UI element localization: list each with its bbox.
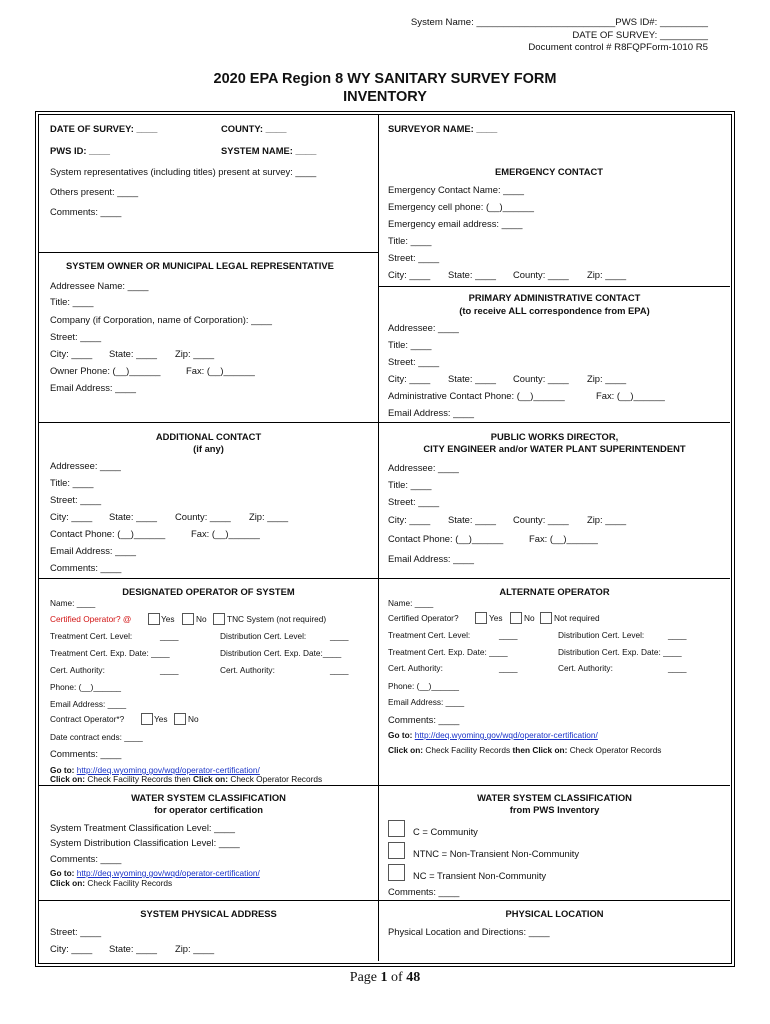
public-works-city-field[interactable]: City: ____ [388, 514, 431, 525]
designated-no-checkbox[interactable] [182, 613, 194, 625]
contract-no-label: No [188, 714, 199, 724]
additional-city-field[interactable]: City: ____ [50, 511, 93, 522]
owner-state-field[interactable]: State: ____ [109, 348, 157, 359]
designated-name-field[interactable]: Name: ____ [50, 598, 96, 608]
classification-pws-subheading: from PWS Inventory [509, 804, 600, 815]
designated-cert-authority-field[interactable]: ____ [160, 665, 179, 675]
additional-county-field[interactable]: County: ____ [175, 511, 231, 522]
public-works-county-field[interactable]: County: ____ [513, 514, 569, 525]
goto-label: Go to: [50, 765, 75, 775]
emergency-title-field[interactable]: Title: ____ [388, 235, 432, 246]
header-document-control: Document control # R8FQPForm-1010 R5 [528, 42, 708, 53]
designated-treatment-level-label: Treatment Cert. Level: [50, 631, 133, 641]
public-works-email-field[interactable]: Email Address: ____ [388, 553, 474, 564]
alternate-treatment-level-label: Treatment Cert. Level: [388, 630, 471, 640]
owner-heading: SYSTEM OWNER OR MUNICIPAL LEGAL REPRESENTATIVE [66, 260, 334, 271]
primary-zip-field[interactable]: Zip: ____ [587, 373, 627, 384]
designated-comments-field[interactable]: Comments: ____ [50, 748, 122, 759]
designated-operator-heading: DESIGNATED OPERATOR OF SYSTEM [122, 586, 295, 597]
primary-contact-subheading: (to receive ALL correspondence from EPA) [459, 305, 650, 316]
click-on-label: Click on: [50, 774, 86, 784]
emergency-street-field[interactable]: Street: ____ [388, 252, 440, 263]
owner-addressee-field[interactable]: Addressee Name: ____ [50, 280, 149, 291]
contract-yes-checkbox[interactable] [141, 713, 153, 725]
physical-street-field[interactable]: Street: ____ [50, 926, 102, 937]
form-title: 2020 EPA Region 8 WY SANITARY SURVEY FORM [213, 71, 557, 87]
additional-comments-field[interactable]: Comments: ____ [50, 562, 122, 573]
page-label: Page [349, 970, 378, 985]
primary-street-field[interactable]: Street: ____ [388, 356, 440, 367]
alt-then-click-label: then Click on: [512, 745, 568, 755]
additional-title-field[interactable]: Title: ____ [50, 477, 94, 488]
additional-fax-field[interactable]: Fax: (__)______ [191, 528, 260, 539]
primary-state-field[interactable]: State: ____ [448, 373, 496, 384]
designated-cert-authority-label: Cert. Authority: [50, 665, 105, 675]
public-works-state-field[interactable]: State: ____ [448, 514, 496, 525]
emergency-contact-heading: EMERGENCY CONTACT [495, 166, 603, 177]
alternate-no-checkbox[interactable] [510, 612, 522, 624]
alternate-cert-authority-2-label: Cert. Authority: [558, 663, 613, 673]
designated-distribution-exp-field[interactable]: Distribution Cert. Exp. Date:____ [220, 648, 342, 658]
alternate-comments-field[interactable]: Comments: ____ [388, 714, 460, 725]
primary-fax-field[interactable]: Fax: (__)______ [596, 390, 665, 401]
owner-city-field[interactable]: City: ____ [50, 348, 93, 359]
emergency-county-field[interactable]: County: ____ [513, 269, 569, 280]
designated-distribution-level-field[interactable]: ____ [330, 631, 349, 641]
designated-yes-label: Yes [161, 614, 175, 624]
primary-contact-heading: PRIMARY ADMINISTRATIVE CONTACT [468, 292, 641, 303]
header-date-of-survey: DATE OF SURVEY: _________ [572, 29, 708, 41]
designated-no-label: No [196, 614, 207, 624]
alt-operator-certification-link[interactable]: http://deq.wyoming.gov/wqd/operator-certification/ [414, 730, 598, 740]
community-checkbox[interactable] [388, 820, 405, 837]
designated-treatment-exp-field[interactable]: Treatment Cert. Exp. Date: ____ [50, 648, 170, 658]
primary-county-field[interactable]: County: ____ [513, 373, 569, 384]
primary-addressee-field[interactable]: Addressee: ____ [388, 322, 459, 333]
alternate-distribution-level-label: Distribution Cert. Level: [558, 630, 645, 640]
alternate-certified-label: Certified Operator? [388, 613, 459, 623]
public-works-title-field[interactable]: Title: ____ [388, 479, 432, 490]
public-works-phone-field[interactable]: Contact Phone: (__)______ [388, 533, 504, 544]
public-works-heading: PUBLIC WORKS DIRECTOR, [490, 431, 619, 442]
alternate-not-required-checkbox[interactable] [540, 612, 552, 624]
emergency-contact-name-field[interactable]: Emergency Contact Name: ____ [388, 184, 525, 195]
alternate-cert-authority-label: Cert. Authority: [388, 663, 443, 673]
class-click-on-label: Click on: [50, 878, 86, 888]
additional-street-field[interactable]: Street: ____ [50, 494, 102, 505]
document-header [411, 17, 708, 55]
pws-id-field[interactable]: PWS ID: ____ [50, 145, 110, 156]
alternate-goto-line [388, 730, 598, 741]
others-present-field[interactable]: Others present: ____ [50, 186, 139, 197]
additional-contact-heading: ADDITIONAL CONTACT [155, 431, 262, 442]
owner-phone-field[interactable]: Owner Phone: (__)______ [50, 365, 161, 376]
divider-operator [39, 578, 730, 579]
alternate-name-field[interactable]: Name: ____ [388, 598, 434, 608]
current-page: 1 [380, 970, 388, 985]
emergency-cell-phone-field[interactable]: Emergency cell phone: (__)______ [388, 201, 534, 212]
primary-city-field[interactable]: City: ____ [388, 373, 431, 384]
primary-email-field[interactable]: Email Address: ____ [388, 407, 474, 418]
alternate-no-label: No [524, 613, 535, 623]
designated-cert-authority-2-field[interactable]: ____ [330, 665, 349, 675]
alternate-cert-authority-field[interactable]: ____ [499, 663, 518, 673]
center-divider [378, 115, 379, 961]
additional-phone-field[interactable]: Contact Phone: (__)______ [50, 528, 166, 539]
additional-contact-subheading: (if any) [193, 443, 224, 454]
emergency-email-field[interactable]: Emergency email address: ____ [388, 218, 523, 229]
owner-zip-field[interactable]: Zip: ____ [175, 348, 215, 359]
additional-zip-field[interactable]: Zip: ____ [249, 511, 289, 522]
physical-address-heading: SYSTEM PHYSICAL ADDRESS [140, 908, 277, 919]
nc-label: NC = Transient Non-Community [413, 870, 547, 881]
alternate-cert-authority-2-field[interactable]: ____ [668, 663, 687, 673]
designated-email-field[interactable]: Email Address: ____ [50, 699, 127, 709]
community-label: C = Community [413, 826, 478, 837]
owner-title-field[interactable]: Title: ____ [50, 296, 94, 307]
physical-location-heading: PHYSICAL LOCATION [505, 908, 604, 919]
alternate-operator-heading: ALTERNATE OPERATOR [499, 586, 610, 597]
alternate-treatment-level-field[interactable]: ____ [499, 630, 518, 640]
of-label: of [391, 970, 403, 985]
primary-phone-field[interactable]: Administrative Contact Phone: (__)______ [388, 390, 565, 401]
physical-zip-field[interactable]: Zip: ____ [175, 943, 215, 954]
additional-state-field[interactable]: State: ____ [109, 511, 157, 522]
owner-fax-field[interactable]: Fax: (__)______ [186, 365, 255, 376]
divider-owner [39, 252, 378, 253]
alternate-distribution-level-field[interactable]: ____ [668, 630, 687, 640]
designated-distribution-level-label: Distribution Cert. Level: [220, 631, 307, 641]
page-number [0, 970, 770, 986]
alternate-treatment-exp-field[interactable]: Treatment Cert. Exp. Date: ____ [388, 647, 508, 657]
owner-company-field[interactable]: Company (if Corporation, name of Corporation): ____ [50, 314, 272, 325]
class-click-text: Check Facility Records [87, 878, 173, 888]
contract-yes-label: Yes [154, 714, 168, 724]
alt-click-on-label: Click on: [388, 745, 424, 755]
alternate-phone-field[interactable]: Phone: (__)______ [388, 681, 460, 691]
physical-state-field[interactable]: State: ____ [109, 943, 157, 954]
classification-pws-comments-field[interactable]: Comments: ____ [388, 886, 460, 897]
public-works-addressee-field[interactable]: Addressee: ____ [388, 462, 459, 473]
header-system-name: System Name: __________________________PWS ID#: _________ [410, 17, 708, 28]
alternate-not-required-label: Not required [554, 613, 600, 623]
designated-yes-checkbox[interactable] [148, 613, 160, 625]
owner-street-field[interactable]: Street: ____ [50, 331, 102, 342]
system-representatives-field[interactable]: System representatives (including titles) present at survey: ____ [50, 166, 317, 177]
ntnc-label: NTNC = Non-Transient Non-Community [413, 848, 580, 859]
date-of-survey-field[interactable]: DATE OF SURVEY: ____ [50, 123, 158, 134]
operator-certification-link[interactable]: http://deq.wyoming.gov/wqd/operator-certification/ [76, 765, 260, 775]
divider-classification [39, 785, 730, 786]
emergency-city-field[interactable]: City: ____ [388, 269, 431, 280]
classification-cert-subheading: for operator certification [154, 804, 263, 815]
primary-title-field[interactable]: Title: ____ [388, 339, 432, 350]
county-field[interactable]: COUNTY: ____ [221, 123, 287, 134]
designated-click-line [50, 774, 322, 785]
physical-city-field[interactable]: City: ____ [50, 943, 93, 954]
click-text-2: Check Operator Records [230, 774, 323, 784]
additional-addressee-field[interactable]: Addressee: ____ [50, 460, 121, 471]
click-on-label-2: Click on: [192, 774, 229, 784]
physical-directions-field[interactable]: Physical Location and Directions: ____ [388, 926, 550, 937]
nc-checkbox[interactable] [388, 864, 405, 881]
designated-phone-field[interactable]: Phone: (__)______ [50, 682, 122, 692]
classification-pws-heading: WATER SYSTEM CLASSIFICATION [477, 792, 632, 803]
classification-click-line [50, 878, 172, 889]
public-works-fax-field[interactable]: Fax: (__)______ [529, 533, 598, 544]
public-works-street-field[interactable]: Street: ____ [388, 496, 440, 507]
distribution-classification-field[interactable]: System Distribution Classification Level: ____ [50, 837, 240, 848]
alternate-yes-label: Yes [489, 613, 503, 623]
alternate-distribution-exp-field[interactable]: Distribution Cert. Exp. Date: ____ [558, 647, 682, 657]
designated-certified-label: Certified Operator? @ [50, 614, 132, 624]
form-subtitle: INVENTORY [343, 89, 427, 105]
alt-click-text-1: Check Facility Records [425, 745, 511, 755]
treatment-classification-field[interactable]: System Treatment Classification Level: ____ [50, 822, 235, 833]
emergency-zip-field[interactable]: Zip: ____ [587, 269, 627, 280]
surveyor-name-field[interactable]: SURVEYOR NAME: ____ [388, 123, 498, 134]
designated-tnc-checkbox[interactable] [213, 613, 225, 625]
divider-primary [378, 286, 730, 287]
alt-goto-label: Go to: [388, 730, 413, 740]
public-works-subheading: CITY ENGINEER and/or WATER PLANT SUPERINTENDENT [423, 443, 686, 454]
ntnc-checkbox[interactable] [388, 842, 405, 859]
top-comments-field[interactable]: Comments: ____ [50, 206, 122, 217]
designated-tnc-label: TNC System (not required) [227, 614, 327, 624]
system-name-field[interactable]: SYSTEM NAME: ____ [221, 145, 317, 156]
contract-no-checkbox[interactable] [174, 713, 186, 725]
alt-click-text-2: Check Operator Records [569, 745, 662, 755]
classification-cert-heading: WATER SYSTEM CLASSIFICATION [131, 792, 286, 803]
designated-cert-authority-2-label: Cert. Authority: [220, 665, 275, 675]
additional-email-field[interactable]: Email Address: ____ [50, 545, 136, 556]
class-goto-label: Go to: [50, 868, 75, 878]
designated-treatment-level-field[interactable]: ____ [160, 631, 179, 641]
alternate-click-line [388, 745, 661, 756]
divider-physical [39, 900, 730, 901]
alternate-email-field[interactable]: Email Address: ____ [388, 697, 465, 707]
owner-email-field[interactable]: Email Address: ____ [50, 382, 136, 393]
classification-cert-comments-field[interactable]: Comments: ____ [50, 853, 122, 864]
divider-additional [39, 422, 730, 423]
public-works-zip-field[interactable]: Zip: ____ [587, 514, 627, 525]
total-pages: 48 [406, 970, 421, 985]
click-text-1: Check Facility Records then [87, 774, 191, 784]
emergency-state-field[interactable]: State: ____ [448, 269, 496, 280]
designated-contract-ends-field[interactable]: Date contract ends: ____ [50, 732, 143, 742]
class-operator-certification-link[interactable]: http://deq.wyoming.gov/wqd/operator-certification/ [76, 868, 260, 878]
alternate-yes-checkbox[interactable] [475, 612, 487, 624]
designated-contract-label: Contract Operator*? [50, 714, 125, 724]
